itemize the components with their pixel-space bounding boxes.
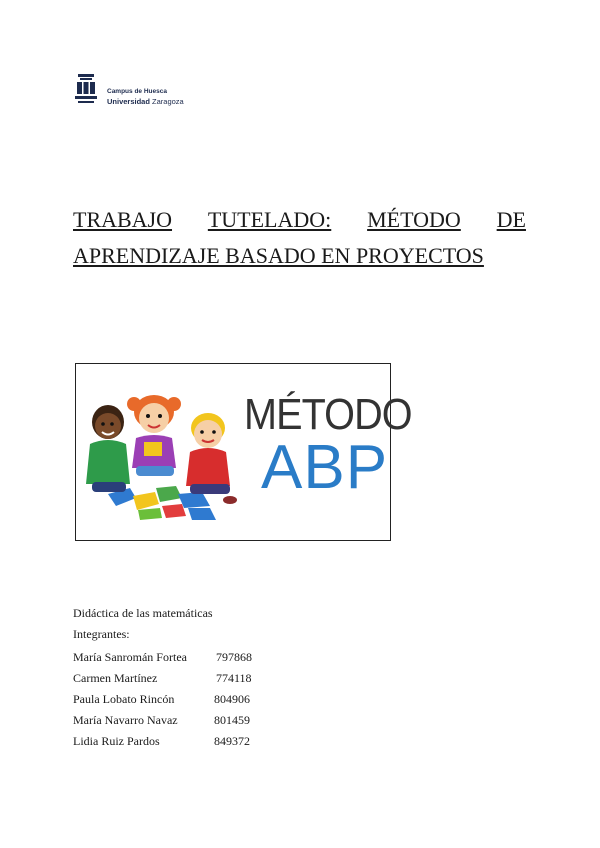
- member-name: Lidia Ruiz Pardos: [73, 734, 160, 748]
- logo-text: [107, 87, 184, 107]
- title-line-1: [73, 202, 526, 238]
- member-name: María Navarro Navaz: [73, 713, 178, 727]
- illustration-word-metodo: MÉTODO: [244, 390, 412, 439]
- title-line-2: APRENDIZAJE BASADO EN PROYECTOS: [73, 243, 484, 268]
- title-word-1: TRABAJO: [73, 207, 173, 232]
- cover-illustration: [75, 363, 412, 541]
- member-id: 804906: [214, 692, 250, 706]
- member-id: 801459: [214, 713, 250, 727]
- members-label: Integrantes:: [73, 627, 130, 641]
- title-word-3: MÉTODO: [367, 207, 461, 232]
- university-crest-icon: [75, 74, 97, 106]
- logo-campus: Campus de Huesca: [107, 88, 167, 95]
- title-word-2: TUTELADO:: [207, 207, 332, 232]
- university-logo: [75, 74, 215, 110]
- member-id: 797868: [216, 650, 252, 664]
- document-title: [73, 202, 526, 274]
- logo-university: Universidad Zaragoza: [107, 97, 184, 106]
- member-name: Carmen Martínez: [73, 671, 158, 685]
- member-name: Paula Lobato Rincón: [73, 692, 175, 706]
- member-name: María Sanromán Fortea: [73, 650, 187, 664]
- member-id: 774118: [216, 671, 252, 685]
- member-id: 849372: [214, 734, 250, 748]
- subject-line: Didáctica de las matemáticas: [73, 606, 213, 620]
- title-word-4: DE: [496, 207, 526, 232]
- children-puzzle-illustration: [78, 384, 246, 524]
- illustration-word-abp: ABP: [261, 433, 389, 502]
